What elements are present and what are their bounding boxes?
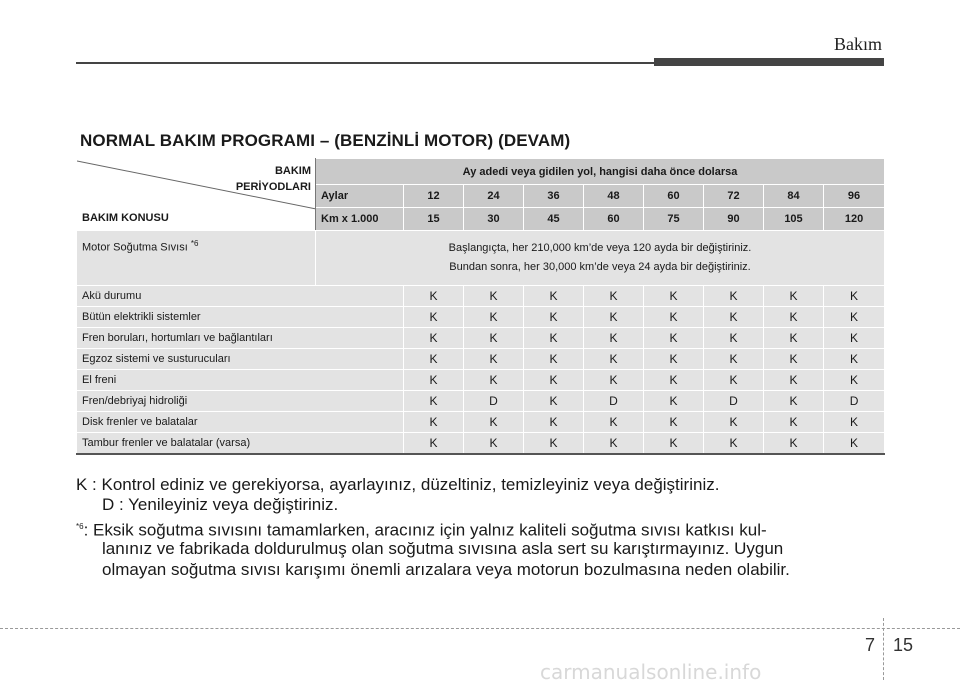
row-value: K bbox=[824, 433, 885, 455]
row-value: K bbox=[644, 349, 704, 370]
row-item: Bütün elektrikli sistemler bbox=[77, 307, 404, 328]
row-value: K bbox=[524, 328, 584, 349]
row-value: K bbox=[704, 433, 764, 455]
row-value: K bbox=[404, 412, 464, 433]
row-value: K bbox=[644, 286, 704, 307]
table-row bbox=[77, 231, 885, 286]
coolant-note-line2: Bundan sonra, her 30,000 km’de veya 24 ayda bir değiştiriniz. bbox=[449, 261, 751, 273]
coolant-footnote-mark: *6 bbox=[190, 239, 199, 248]
row-value: K bbox=[524, 286, 584, 307]
row-value: K bbox=[464, 370, 524, 391]
row-value: K bbox=[464, 433, 524, 455]
table-row bbox=[77, 433, 885, 455]
row-value: K bbox=[464, 286, 524, 307]
row-value: K bbox=[644, 328, 704, 349]
row-value: K bbox=[524, 307, 584, 328]
row-value: K bbox=[404, 349, 464, 370]
watermark: carmanualsonline.info bbox=[540, 660, 762, 684]
km-value: 60 bbox=[584, 208, 644, 231]
row-value: K bbox=[524, 370, 584, 391]
row-value: K bbox=[584, 349, 644, 370]
km-value: 75 bbox=[644, 208, 704, 231]
row-value: K bbox=[464, 412, 524, 433]
row-value: K bbox=[524, 433, 584, 455]
months-value: 84 bbox=[764, 185, 824, 208]
months-value: 48 bbox=[584, 185, 644, 208]
section-title: Bakım bbox=[834, 34, 882, 54]
row-item: Egzoz sistemi ve susturucuları bbox=[77, 349, 404, 370]
table-row bbox=[77, 286, 885, 307]
km-value: 45 bbox=[524, 208, 584, 231]
months-value: 12 bbox=[404, 185, 464, 208]
months-label: Aylar bbox=[316, 185, 404, 208]
row-value: K bbox=[464, 307, 524, 328]
row-value: D bbox=[464, 391, 524, 412]
coolant-note-line1: Başlangıçta, her 210,000 km’de veya 120 ayda bir değiştiriniz. bbox=[448, 242, 752, 254]
row-value: K bbox=[404, 286, 464, 307]
header-rule bbox=[76, 62, 654, 64]
header-rule-thick bbox=[654, 58, 884, 66]
row-value: K bbox=[464, 349, 524, 370]
row-value: K bbox=[764, 307, 824, 328]
months-value: 24 bbox=[464, 185, 524, 208]
row-value: K bbox=[824, 286, 885, 307]
row-value: K bbox=[404, 391, 464, 412]
table-row bbox=[77, 349, 885, 370]
row-value: K bbox=[704, 328, 764, 349]
row-value: K bbox=[704, 370, 764, 391]
row-value: K bbox=[584, 412, 644, 433]
coolant-note bbox=[316, 231, 885, 286]
row-value: K bbox=[764, 286, 824, 307]
row-value: K bbox=[644, 412, 704, 433]
row-item: Akü durumu bbox=[77, 286, 404, 307]
footnote-text1: : Eksik soğutma sıvısını tamamlarken, aracınız için yalnız kaliteli soğutma sıvısı katkısı kul- bbox=[83, 520, 767, 540]
maintenance-period-label bbox=[236, 163, 311, 195]
months-value: 72 bbox=[704, 185, 764, 208]
row-value: K bbox=[764, 391, 824, 412]
row-item: Fren/debriyaj hidroliği bbox=[77, 391, 404, 412]
row-value: K bbox=[764, 433, 824, 455]
maintenance-table bbox=[76, 158, 885, 455]
km-value: 90 bbox=[704, 208, 764, 231]
row-value: K bbox=[404, 328, 464, 349]
row-value: D bbox=[704, 391, 764, 412]
row-value: K bbox=[584, 307, 644, 328]
footnote-line1 bbox=[76, 516, 767, 541]
row-value: K bbox=[644, 370, 704, 391]
legend-d: D : Yenileyiniz veya değiştiriniz. bbox=[102, 495, 339, 514]
km-value: 30 bbox=[464, 208, 524, 231]
row-value: K bbox=[824, 328, 885, 349]
row-value: K bbox=[524, 349, 584, 370]
row-item: Disk frenler ve balatalar bbox=[77, 412, 404, 433]
row-value: K bbox=[524, 391, 584, 412]
row-value: K bbox=[524, 412, 584, 433]
row-value: K bbox=[644, 307, 704, 328]
row-value: K bbox=[824, 412, 885, 433]
months-value: 96 bbox=[824, 185, 885, 208]
corner-top-line1: BAKIM bbox=[274, 165, 311, 177]
footer-divider bbox=[0, 628, 960, 629]
row-value: K bbox=[644, 433, 704, 455]
row-value: K bbox=[824, 349, 885, 370]
footnote-line2: lanınız ve fabrikada doldurulmuş olan soğutma sıvısına asla sert su karıştırmayınız. Uygun bbox=[102, 539, 784, 558]
row-value: K bbox=[824, 307, 885, 328]
row-value: K bbox=[764, 412, 824, 433]
row-value: K bbox=[824, 370, 885, 391]
row-value: K bbox=[704, 349, 764, 370]
row-value: K bbox=[464, 328, 524, 349]
row-value: D bbox=[824, 391, 885, 412]
row-item: Fren boruları, hortumları ve bağlantıları bbox=[77, 328, 404, 349]
row-item: El freni bbox=[77, 370, 404, 391]
chapter-number: 7 bbox=[865, 635, 876, 655]
row-value: K bbox=[704, 307, 764, 328]
row-value: K bbox=[584, 370, 644, 391]
row-item: Tambur frenler ve balatalar (varsa) bbox=[77, 433, 404, 455]
page-number: 15 bbox=[893, 635, 914, 655]
row-value: K bbox=[404, 370, 464, 391]
footnote-line3: olmayan soğutma sıvısı karışımı önemli arızalara veya motorun bozulmasına neden olabilir. bbox=[102, 560, 790, 579]
km-value: 120 bbox=[824, 208, 885, 231]
km-value: 105 bbox=[764, 208, 824, 231]
table-row bbox=[77, 370, 885, 391]
row-value: K bbox=[404, 307, 464, 328]
row-value: K bbox=[584, 433, 644, 455]
maintenance-item-label: BAKIM KONUSU bbox=[82, 212, 169, 224]
table-row bbox=[77, 412, 885, 433]
page-title: NORMAL BAKIM PROGRAMI – (BENZİNLİ MOTOR) (DEVAM) bbox=[80, 131, 571, 150]
row-value: K bbox=[584, 328, 644, 349]
row-item-coolant bbox=[77, 231, 316, 286]
row-value: K bbox=[764, 328, 824, 349]
footer-separator bbox=[883, 618, 884, 680]
row-value: K bbox=[404, 433, 464, 455]
months-value: 36 bbox=[524, 185, 584, 208]
table-corner-header bbox=[77, 159, 316, 231]
row-value: K bbox=[764, 370, 824, 391]
legend-k: K : Kontrol ediniz ve gerekiyorsa, ayarlayınız, düzeltiniz, temizleyiniz veya değiştiriniz. bbox=[76, 475, 720, 494]
row-value: K bbox=[584, 286, 644, 307]
row-value: K bbox=[644, 391, 704, 412]
km-label: Km x 1.000 bbox=[316, 208, 404, 231]
row-value: K bbox=[704, 412, 764, 433]
corner-top-line2: PERİYODLARI bbox=[235, 181, 311, 193]
row-value: K bbox=[704, 286, 764, 307]
footnote-mark: *6 bbox=[76, 522, 84, 531]
coolant-label: Motor Soğutma Sıvısı bbox=[82, 241, 188, 254]
row-value: K bbox=[764, 349, 824, 370]
table-row bbox=[77, 391, 885, 412]
km-value: 15 bbox=[404, 208, 464, 231]
months-value: 60 bbox=[644, 185, 704, 208]
table-row bbox=[77, 307, 885, 328]
table-row bbox=[77, 328, 885, 349]
row-value: D bbox=[584, 391, 644, 412]
span-header: Ay adedi veya gidilen yol, hangisi daha önce dolarsa bbox=[316, 159, 885, 185]
